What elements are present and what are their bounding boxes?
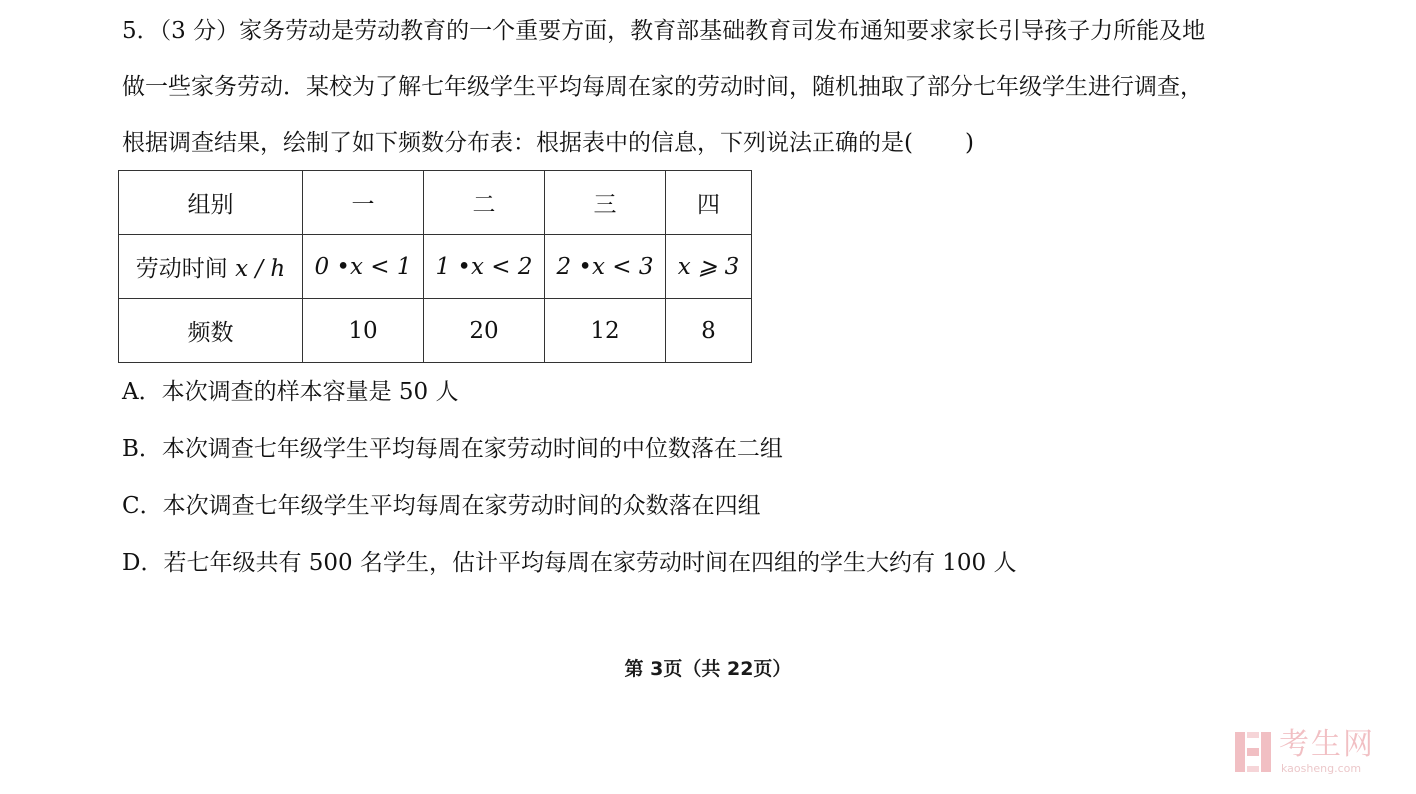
group-cell: 一 (303, 171, 424, 235)
page-footer: 第 3页（共 22页） (624, 658, 792, 680)
answer-paren-open: ( (904, 130, 913, 156)
option-d: D．若七年级共有 500 名学生，估计平均每周在家劳动时间在四组的学生大约有 100 人 (122, 550, 1017, 576)
frequency-cell: 20 (424, 299, 545, 363)
option-c: C．本次调查七年级学生平均每周在家劳动时间的众数落在四组 (122, 493, 761, 519)
frequency-cell: 10 (303, 299, 424, 363)
question-line-1: 5．（3 分）家务劳动是劳动教育的一个重要方面，教育部基础教育司发布通知要求家长引导孩子力所能及地 (122, 18, 1206, 44)
question-line-2: 做一些家务劳动．某校为了解七年级学生平均每周在家的劳动时间，随机抽取了部分七年级学生进行调查， (122, 74, 1203, 100)
time-label: 劳动时间 (135, 256, 228, 282)
option-a: A．本次调查的样本容量是 50 人 (122, 379, 459, 405)
answer-options (122, 373, 1016, 601)
range-cell: 0 •x < 1 (303, 235, 424, 299)
frequency-header-cell: 频数 (119, 299, 303, 363)
range-cell: x ⩾ 3 (666, 235, 752, 299)
group-cell: 三 (545, 171, 666, 235)
range-cell: 2 •x < 3 (545, 235, 666, 299)
question-line-3-text: 根据调查结果，绘制了如下频数分布表：根据表中的信息，下列说法正确的是 (122, 130, 904, 156)
frequency-cell: 12 (545, 299, 666, 363)
frequency-table (118, 170, 752, 363)
question-stem (122, 12, 1302, 180)
answer-paren-close: ) (964, 130, 974, 156)
watermark-domain: kaosheng.com (1281, 762, 1362, 775)
watermark (1233, 728, 1403, 780)
range-cell: 1 •x < 2 (424, 235, 545, 299)
time-unit: x / h (235, 256, 286, 282)
table-row-groups (119, 171, 752, 235)
table-row-time (119, 235, 752, 299)
group-cell: 四 (666, 171, 752, 235)
group-cell: 二 (424, 171, 545, 235)
frequency-cell: 8 (666, 299, 752, 363)
option-b: B．本次调查七年级学生平均每周在家劳动时间的中位数落在二组 (122, 436, 783, 462)
time-header-cell (119, 235, 303, 299)
group-header-cell: 组别 (119, 171, 303, 235)
kaosheng-logo-icon (1233, 730, 1273, 774)
watermark-name: 考生网 (1279, 727, 1375, 762)
table-row-frequency (119, 299, 752, 363)
